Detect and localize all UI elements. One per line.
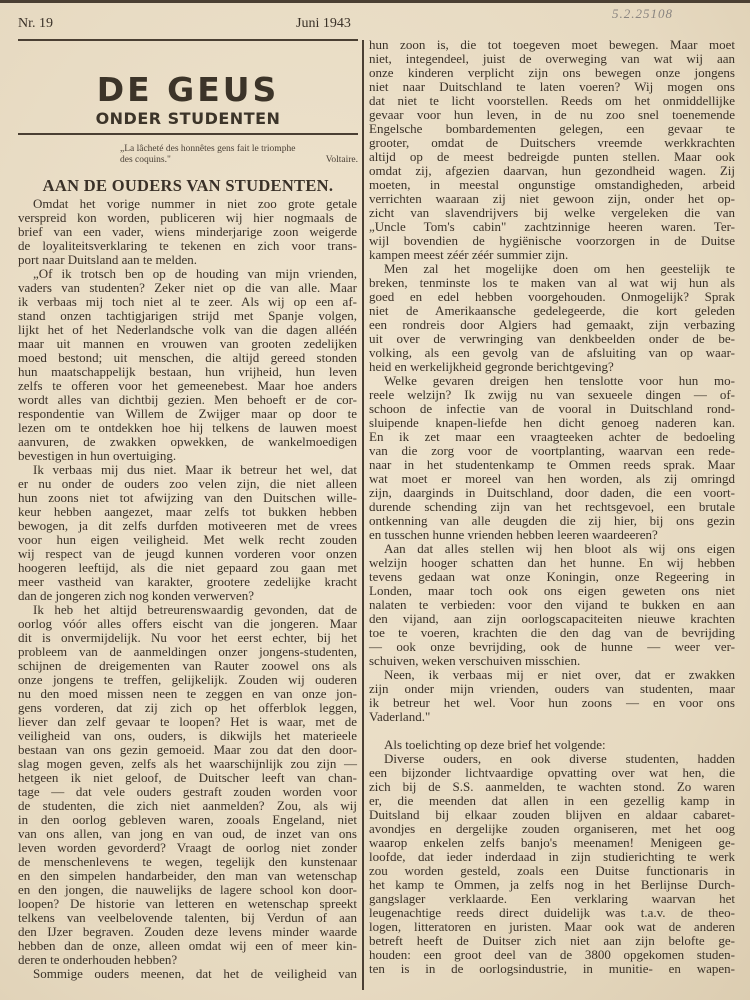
- text-line: wij respect van de jeugd kunnen vorderen voor onzen: [18, 546, 357, 561]
- text-line: houden: een groot deel van de 3800 opgekomen studen-: [369, 947, 735, 962]
- text-line: sluipende knapen-liefde hen dicht genoeg naderen kan.: [369, 415, 735, 430]
- article-paragraph: [18, 603, 357, 967]
- text-line: den IJzer begraven. Zouden deze levens minder waarde: [18, 924, 357, 939]
- text-line: gens vorderen, dat zij zich op het offerblok leggen,: [18, 700, 357, 715]
- article-paragraph: [369, 668, 735, 724]
- text-line: moed bestond; uit menschen, die altijd gereed stonden: [18, 350, 357, 365]
- text-line: zelfs te offeren voor het gemeenebest. Maar hoe anders: [18, 378, 357, 393]
- text-line: hun maatschappelijk bestaan, hun vrijheid, hun leven: [18, 364, 357, 379]
- text-line: Welke gevaren dreigen hen tenslotte voor hun mo-: [384, 373, 735, 388]
- text-line: loofde, dat ieder inderdaad in zijn studierichting te werk: [369, 849, 735, 864]
- text-line: verspreid kon worden, publiceren wij hier nogmaals de: [18, 210, 357, 225]
- epigraph-author: Voltaire.: [325, 155, 358, 165]
- text-line: leugenachtige reeds direct duidelijk was t.a.v. de theo-: [369, 905, 735, 920]
- text-line: zijn onder mijn vrienden, ouders van studenten, maar: [369, 681, 735, 696]
- archive-mark: 5.2.25108: [612, 6, 673, 21]
- text-line: naar in het studentenkamp te Ommen reeds sprak. Maar: [369, 457, 735, 472]
- text-line: schoon de infectie van de vooral in Duitschland rond-: [369, 401, 735, 416]
- text-line: wordt alles van dichtbij gezien. Men behoeft er de cor-: [18, 392, 357, 407]
- text-line: deren te onderhouden hebben?: [18, 952, 178, 967]
- text-line: welzijn hooger schatten dan het hunne. En wij hebben: [369, 555, 735, 570]
- text-line: reele welzijn? Ik zwijg nu van sexueele dingen — of-: [369, 387, 735, 402]
- text-line: „Of ik trotsch ben op de houding van mijn vrienden,: [33, 266, 357, 281]
- text-line: lezen om te ontdekken hoe hij telkens de lauwen moest: [18, 420, 357, 435]
- text-line: zou worden gesteld, zoals een Duitse functionaris in: [369, 863, 735, 878]
- text-line: Neen, ik verbaas mij er niet over, dat er zwakken: [384, 667, 735, 682]
- text-line: Aan dat alles stellen wij hen bloot als wij ons eigen: [384, 541, 735, 556]
- text-line: durende schending zijn van het rechtsgevoel, een brutale: [369, 499, 735, 514]
- text-line: Sommige ouders meenen, dat het de veiligheid van: [33, 966, 357, 981]
- text-line: zich bij de S.S. aanmelden, te wachten stond. Zo waren: [369, 779, 735, 794]
- text-line: probleem van de aanmeldingen onzer jongens-studenten,: [18, 644, 357, 659]
- text-line: tevens gedaan wat onze Koningin, onze Regeering in: [369, 569, 735, 584]
- text-line: heid en werkelijkheid gegronde berichtgeving?: [369, 359, 614, 374]
- text-line: gangslager verklaarde. Een verklaring waarvan het: [369, 891, 735, 906]
- text-line: de studenten, die zich niet aanmelden? Zou, als wij: [18, 798, 357, 813]
- text-line: de loyaliteitsverklaring te tekenen en zich voor trans-: [18, 238, 357, 253]
- text-line: en tusschen hunne vrienden hebben leeren waardeeren?: [369, 527, 658, 542]
- text-line: En ik zet maar een vraagteeken achter de bedoeling: [369, 429, 735, 444]
- text-line: keur hebben aangezet, maar zelfs tot bukken hebben: [18, 504, 357, 519]
- article-paragraph: [18, 197, 357, 267]
- text-line: zijn, daarginds in Duitschland, door daden, die een voort-: [369, 485, 735, 500]
- text-line: verrichten waaraan zij niet gewoon zijn, onder het op-: [369, 191, 735, 206]
- text-line: dit is onvermijdelijk. Nu voor het eerst echter, bij het: [18, 630, 357, 645]
- text-line: hoogeren leeftijd, als die niet gepaard zou gaan met: [18, 560, 357, 575]
- article-paragraph: [18, 967, 357, 981]
- text-line: uit over de verwringing van denkbeelden onder de be-: [369, 331, 735, 346]
- text-line: altijd op de meest bedreigde punten stellen. Maar ook: [369, 149, 735, 164]
- text-line: veiligheid van ons, ouders, is dikwijls het materieele: [18, 728, 357, 743]
- text-line: in den oorlog gebleven waren, zooals Engeland, niet: [18, 812, 357, 827]
- text-line: van die zorg voor de voortplanting, waarvan een rede-: [369, 443, 735, 458]
- masthead-title: DE GEUS: [96, 70, 280, 109]
- article-paragraph: [18, 463, 357, 603]
- text-line: nalaten te verbieden: voor den vijand te bukken en aan: [369, 597, 735, 612]
- text-line: brief van een vader, wiens minderjarige zoon weigerde: [18, 224, 357, 239]
- text-line: onze kinderen verplicht zijn ons bewegen onze jongens: [369, 65, 735, 80]
- article-paragraph: [369, 374, 735, 542]
- text-line: Omdat het vorige nummer in niet zoo grote getale: [33, 196, 357, 211]
- text-line: oorlog vóór alles offers eischt van die jongeren. Maar: [18, 616, 357, 631]
- article-paragraph: [369, 262, 735, 374]
- text-line: en den simpelen handarbeider, den man van wetenschap: [18, 868, 357, 883]
- masthead-rule: [18, 133, 358, 135]
- text-line: er, die meenden dat allen in een gezellig kamp in: [369, 793, 735, 808]
- text-line: goed en edel hebben voorgehouden. Onmogelijk? Sprak: [369, 289, 735, 304]
- text-line: dat niet te licht voorstellen. Reeds om het onmiddellijke: [369, 93, 735, 108]
- text-line: hun zoons niet tot afwijzing van den Duitschen wille-: [18, 490, 357, 505]
- text-line: meer vastheid van karakter, grootere zedelijke kracht: [18, 574, 357, 589]
- column-divider: [362, 40, 364, 990]
- text-line: slag mogen geven, zelfs als het waarschijnlijk zou zijn —: [18, 756, 357, 771]
- text-line: stand onzen tachtigjarigen strijd met Spanje volgen,: [18, 308, 357, 323]
- text-line: wijl bovendien de hygiënische voorzorgen in de Duitse: [369, 233, 735, 248]
- text-line: betreft heeft de Duitser zich niet aan zijn belofte ge-: [369, 933, 735, 948]
- text-line: tage — dat vele ouders gestraft zouden worden voor: [18, 784, 357, 799]
- text-line: wat moet er moreel van hen worden, als zij omringd: [369, 471, 735, 486]
- text-line: Duitsland bij elkaar zouden blijven en aldaar cabaret-: [369, 807, 735, 822]
- text-line: van ons allen, van jong en van oud, de inzet van ons: [18, 826, 357, 841]
- text-line: hebben dan de onze, alleen omdat wij een of meer kin-: [18, 938, 357, 953]
- text-line: — ook onze bevrijding, ook de hunne — weer ver-: [369, 639, 735, 654]
- text-line: nu den moed missen neen te zeggen en van onze jon-: [18, 686, 357, 701]
- text-line: niet, integendeel, juist de overweging van wat wij aan: [369, 51, 735, 66]
- text-line: omdat zij, afgezien daarvan, hun gezondheid wagen. Zij: [369, 163, 735, 178]
- text-line: port naar Duitsland aan te melden.: [18, 252, 198, 267]
- epigraph-line: „La lâcheté des honnêtes gens fait le triomphe: [120, 144, 296, 154]
- text-line: ik betreur het wel. Voor hun zoons — en voor ons: [369, 695, 735, 710]
- article-paragraph: [369, 542, 735, 668]
- text-line: „Uncle Tom's cabin" zachtzinnige heeren waren. Ter-: [369, 219, 735, 234]
- issue-date: Juni 1943: [296, 16, 351, 31]
- text-line: Als toelichting op deze brief het volgende:: [384, 737, 606, 752]
- text-line: ik verbaas mij toch niet al te zeer. Als wij op een af-: [18, 294, 357, 309]
- epigraph: [120, 144, 360, 166]
- header-rule: [18, 39, 358, 41]
- text-line: bewogen, ja dit zelfs durfden motiveeren met de vrees: [18, 518, 357, 533]
- article-column-right: [369, 38, 735, 976]
- article-heading: AAN DE OUDERS VAN STUDENTEN.: [42, 176, 334, 195]
- text-line: Ik heb het altijd betreurenswaardig gevonden, dat de: [33, 602, 357, 617]
- text-line: onze jongens te treffen, gelijkelijk. Zouden wij ouderen: [18, 672, 357, 687]
- text-line: aanvuren, de zwakken opwekken, de wankelmoedigen: [18, 434, 357, 449]
- text-line: waarop enkelen zelfs banjo's meenamen! Menigeen ge-: [369, 835, 735, 850]
- text-line: kampen meest zéér zéér summier zijn.: [369, 247, 569, 262]
- text-line: niet naar Duitschland te laten voeren? Wij mogen ons: [369, 79, 735, 94]
- text-line: er nu onder de ouders zoo velen zijn, die niet alleen: [18, 476, 357, 491]
- text-line: Engelsche bombardementen gelegen, een gevaar te: [369, 121, 735, 136]
- text-line: Ik verbaas mij dus niet. Maar ik betreur het wel, dat: [33, 462, 357, 477]
- article-paragraph: [369, 752, 735, 976]
- article-paragraph: [18, 267, 357, 463]
- text-line: maar uit mannen en vrouwen van grooten zedelijken: [18, 336, 357, 351]
- text-line: Men zal het mogelijke doen om hen geestelijk te: [384, 261, 735, 276]
- text-line: ontkenning van alle deugden die zij hier, bij ons gezin: [369, 513, 735, 528]
- text-line: respondentie van Willem de Zwijger maar op door te: [18, 406, 357, 421]
- text-line: voor hun eigen veiligheid. Met welk recht zouden: [18, 532, 357, 547]
- text-line: een bijzonder lichtvaardige opvatting over wat hen, die: [369, 765, 735, 780]
- text-line: vaders van studenten? Zeker niet op die van alle. Maar: [18, 280, 357, 295]
- issue-number: Nr. 19: [18, 16, 53, 31]
- text-line: Vaderland.": [369, 709, 431, 724]
- text-line: niet de Amerikaansche gedelegeerde, die kort geleden: [369, 303, 735, 318]
- text-line: zicht van slavendrijvers bij welke vergeleken die van: [369, 205, 735, 220]
- text-line: loopen? De historie van letteren en wetenschap spreekt: [18, 896, 357, 911]
- text-line: Londen, maar toch ook ons eigen geweten ons niet: [369, 583, 735, 598]
- text-line: schuiven, weken verschuiven misschien.: [369, 653, 581, 668]
- epigraph-line: des coquins.": [120, 155, 171, 165]
- text-line: avondjes en dergelijke zouden organiseren, met het oog: [369, 821, 735, 836]
- text-line: het kamp te Ommen, ja zelfs nog in het Berlijnse Durch-: [369, 877, 735, 892]
- text-line: hun zoon is, die tot toegeven moet bewegen. Maar moet: [369, 37, 735, 52]
- text-line: logen, litteratoren en juristen. Maar ook wat de anderen: [369, 919, 735, 934]
- text-line: volking, als een gevolg van de afsluiting van op waar-: [369, 345, 735, 360]
- text-line: bevestigen in hun overtuiging.: [18, 448, 177, 463]
- article-column-left: [18, 197, 357, 981]
- text-line: de menschenlevens te wegen, tegelijk den kunstenaar: [18, 854, 357, 869]
- masthead-subtitle: ONDER STUDENTEN: [95, 109, 281, 128]
- text-line: moeten, in meestal ongunstige omstandigheden, arbeid: [369, 177, 735, 192]
- text-line: grooter, omdat de Duitschers vreemde werkkrachten: [369, 135, 735, 150]
- text-line: bestaan van ons gezin gemoeid. Maar zou dat den door-: [18, 742, 357, 757]
- article-paragraph: [369, 38, 735, 262]
- text-line: en den jongen, die nauwelijks de lagere school kon door-: [18, 882, 357, 897]
- text-line: schijnen de dreigementen van Rauter zoowel ons als: [18, 658, 357, 673]
- text-line: gevaar voor hun leven, in de nu zoo snel toenemende: [369, 107, 735, 122]
- text-line: dan de jongeren zich nog konden verwerven?: [18, 588, 255, 603]
- text-line: telkens van veelbelovende talenten, bij Verdun of aan: [18, 910, 357, 925]
- text-line: breken, tenminste los te maken van al wat wij hun als: [369, 275, 735, 290]
- text-line: hetgeen ik niet geloof, de Duitscher leeft van chan-: [18, 770, 357, 785]
- text-line: een rondreis door Algiers had gemaakt, zijn verbazing: [369, 317, 735, 332]
- text-line: Diverse ouders, en ook diverse studenten, hadden: [384, 751, 735, 766]
- text-line: lijkt het of het Nederlandsche volk van die dagen alléén: [18, 322, 357, 337]
- text-line: ten is in de oorlogsindustrie, in munitie- en wapen-: [369, 961, 735, 976]
- article-paragraph: [369, 738, 735, 752]
- top-border: [0, 0, 750, 3]
- text-line: toe te voeren, krachten die den dag van de bevrijding: [369, 625, 735, 640]
- text-line: leven worden gevorderd? Vraagt de oorlog niet zonder: [18, 840, 357, 855]
- text-line: liever dan zelf gevaar te loopen? Het is waar, met de: [18, 714, 357, 729]
- text-line: den vijand, aan zijn oorlogscapaciteiten nieuwe krachten: [369, 611, 735, 626]
